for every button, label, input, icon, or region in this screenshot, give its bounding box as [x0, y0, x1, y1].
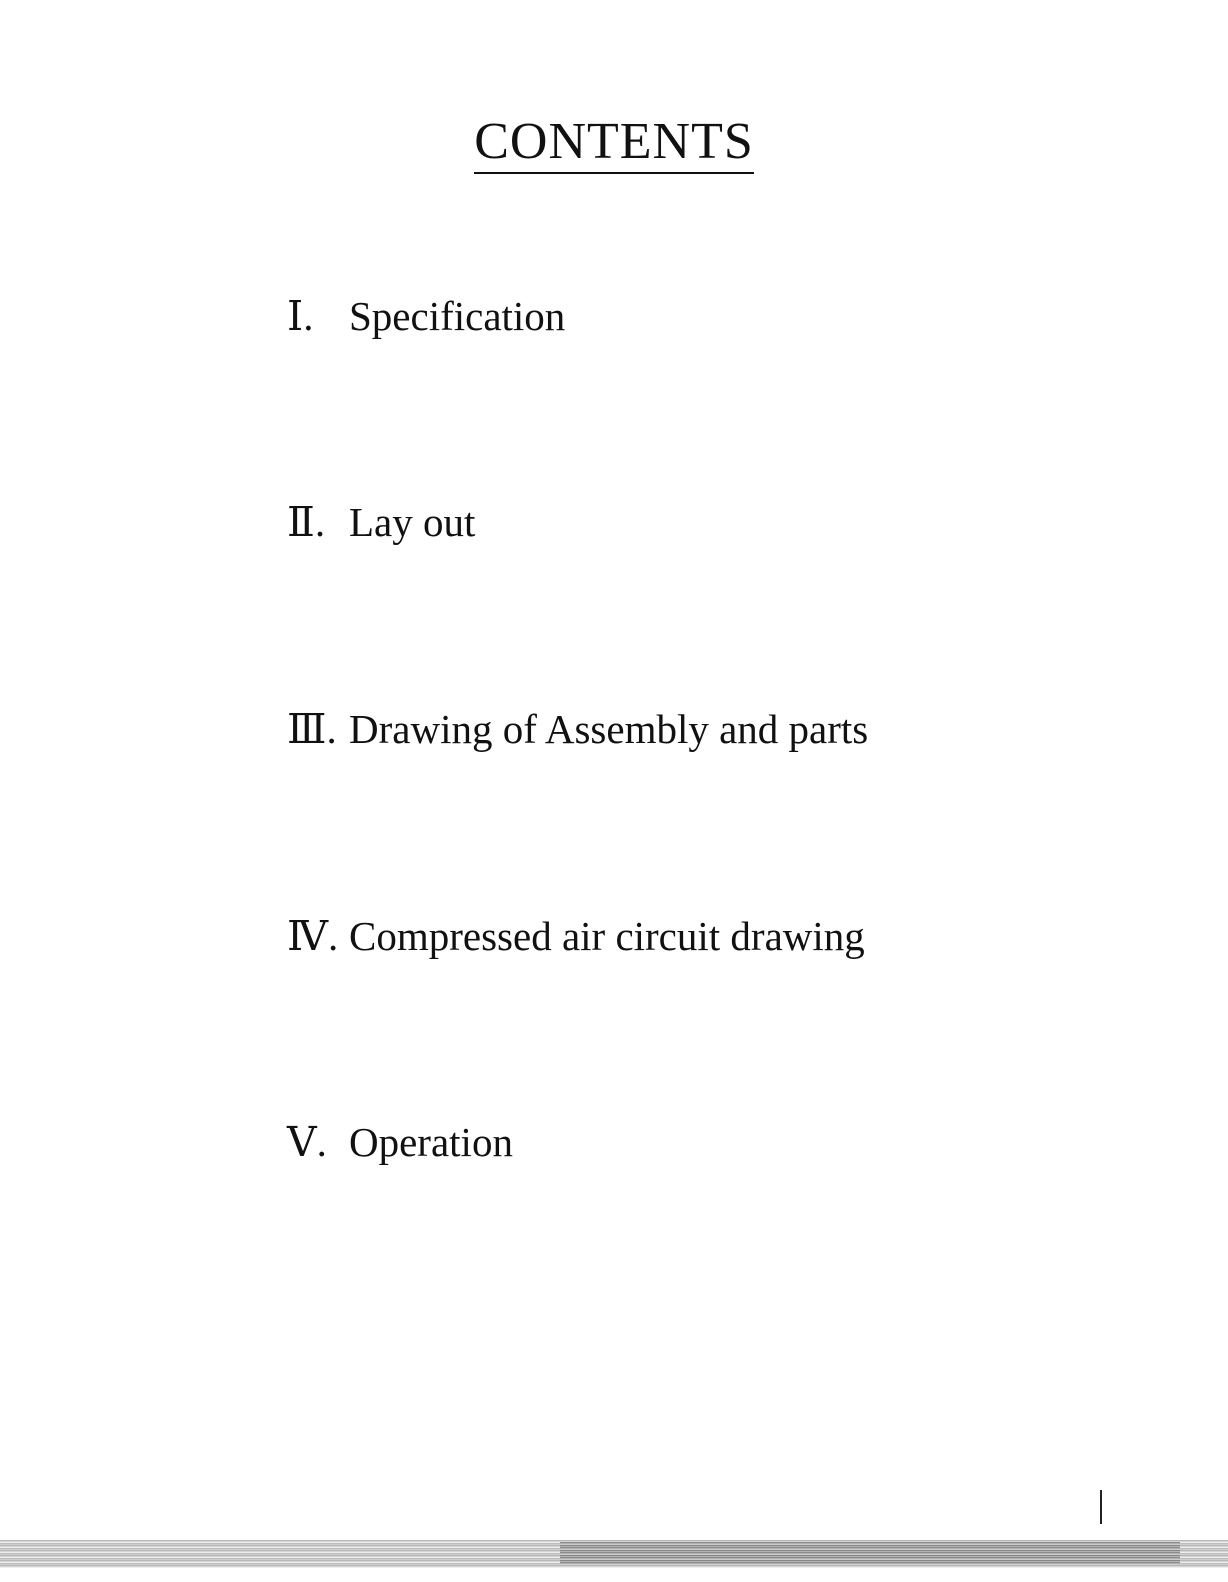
- toc-label: Specification: [349, 293, 566, 339]
- toc-number: Ⅲ.: [287, 706, 337, 752]
- toc-number: Ⅴ.: [287, 1119, 327, 1165]
- toc-number: Ⅳ.: [287, 913, 339, 959]
- toc-item-1: [287, 293, 566, 339]
- toc-label: Drawing of Assembly and parts: [349, 706, 869, 752]
- toc-item-4: [287, 913, 865, 959]
- toc-label: Compressed air circuit drawing: [349, 913, 865, 959]
- page-title: [0, 112, 1228, 174]
- toc-label: Operation: [349, 1119, 513, 1165]
- toc-number: Ⅱ.: [287, 499, 326, 545]
- contents-heading: CONTENTS: [474, 116, 754, 174]
- toc-item-3: [287, 706, 869, 752]
- scan-artifact-band-dark: [560, 1542, 1180, 1564]
- page-mark: [1100, 1490, 1102, 1524]
- toc-number: Ⅰ.: [287, 293, 314, 339]
- toc-label: Lay out: [349, 499, 476, 545]
- toc-item-5: [287, 1119, 513, 1165]
- toc-item-2: [287, 499, 476, 545]
